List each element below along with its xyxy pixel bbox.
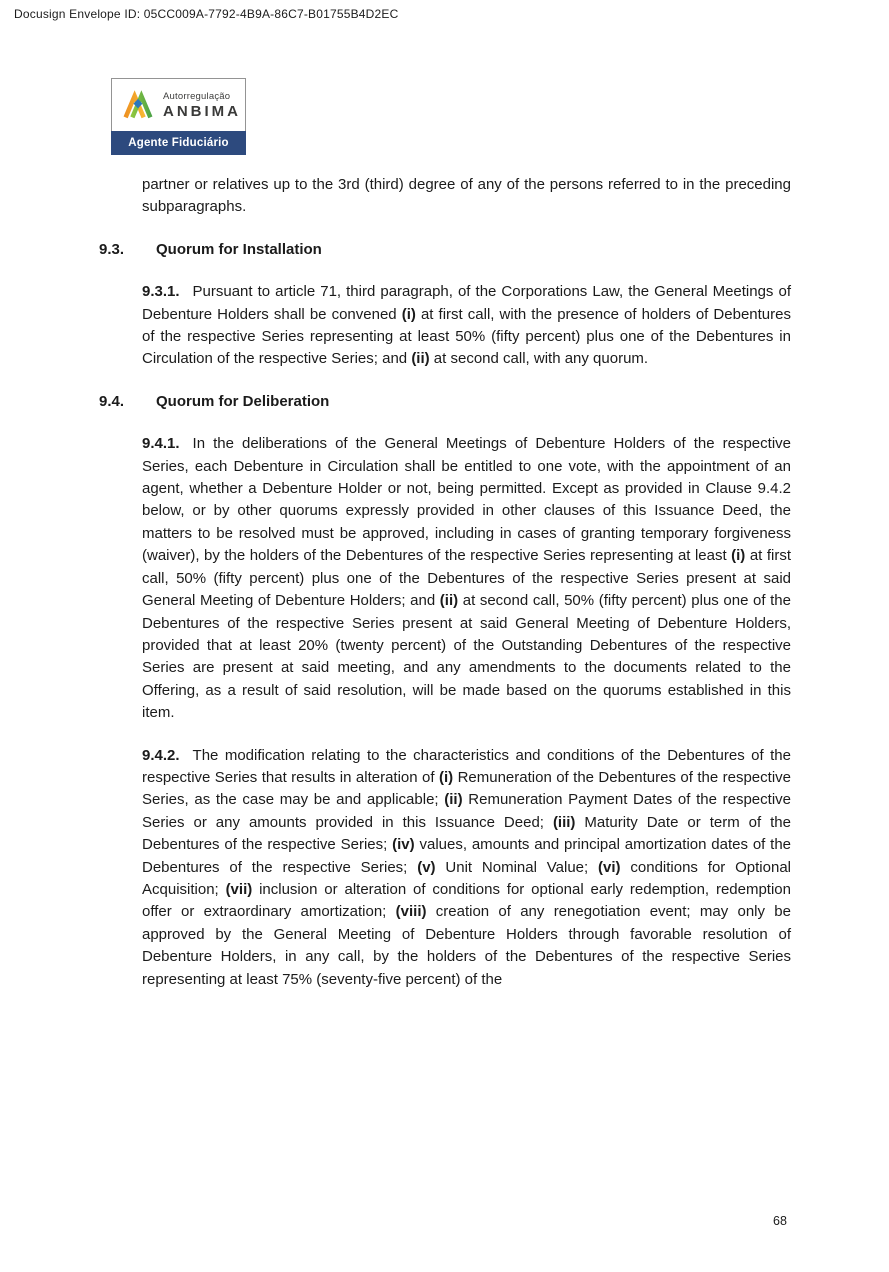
text-segment: (i)	[438, 768, 454, 786]
text-segment: creation of any renegotiation event; may only be approved by the General Meeting of Debenture Holders through favorable resolution of Debenture Holders, in any call, by the holders of the Debentures of the respective Series representing at least 75% (seventy-five percent) of the	[142, 903, 791, 988]
section-title: Quorum for Deliberation	[156, 392, 330, 410]
text-segment: (viii)	[395, 903, 427, 921]
section-heading-9-3	[99, 239, 791, 261]
clause-number: 9.3.1.	[142, 283, 180, 301]
anbima-autorregulacao-label: Autorregulação	[163, 90, 231, 102]
clause-text	[142, 747, 791, 988]
text-segment: (vi)	[598, 858, 621, 876]
docusign-envelope-id: Docusign Envelope ID: 05CC009A-7792-4B9A-86C7-B01755B4D2EC	[14, 7, 399, 21]
clause-number: 9.4.2.	[142, 746, 180, 764]
text-segment: inclusion or alteration of conditions for optional early redemption, redemption offer or extraordinary amortization;	[142, 880, 791, 921]
text-segment: at first call, with the presence of holders of Debentures of the respective Series representing at least 50% (fifty percent) plus one of the Debentures in Circulation of the respective Series; and	[142, 305, 791, 368]
anbima-agente-fiduciario-badge: Agente Fiduciário	[111, 131, 246, 155]
text-segment: conditions for Optional Acquisition;	[142, 858, 792, 898]
clause-9-4-1	[142, 433, 791, 724]
text-segment: at second call, 50% (fifty percent) plus one of the Debentures of the respective Series present at said General Meeting of Debenture Holders, provided that at least 20% (twenty percent) of the Outstanding Debentures of the respective Series are present at said meeting, and any amendments to the documents related to the Offering, as a result of said resolution, will be made based on the quorums established in this item.	[142, 592, 791, 722]
clause-text	[142, 283, 791, 367]
text-segment: Remuneration of the Debentures of the respective Series, as the case may be and applicable;	[142, 768, 791, 809]
page-number: 68	[773, 1214, 787, 1228]
clause-9-3-1	[142, 281, 791, 371]
anbima-brand-label: ANBIMA	[163, 102, 241, 120]
section-number: 9.3.	[99, 240, 125, 258]
text-segment: at first call, 50% (fifty percent) plus one of the Debentures of the respective Series present at said General Meeting of Debenture Holders; and	[142, 547, 791, 610]
text-segment: (ii)	[411, 350, 430, 368]
clause-9-4-2	[142, 745, 791, 991]
text-segment: (iv)	[392, 836, 415, 854]
document-body	[99, 174, 792, 1011]
text-segment: (iii)	[552, 813, 576, 831]
text-segment: partner or relatives up to the 3rd (third) degree of any of the persons referred to in the preceding subparagraphs.	[142, 176, 791, 216]
text-segment: Maturity Date or term of the Debentures of the respective Series;	[142, 813, 791, 854]
anbima-m-icon	[120, 88, 156, 122]
intro-paragraph	[142, 174, 791, 219]
anbima-logo-box	[111, 78, 246, 131]
text-segment: Remuneration Payment Dates of the respective Series or any amounts provided in this Issuance Deed;	[142, 791, 791, 831]
section-title: Quorum for Installation	[156, 240, 322, 258]
text-segment: Pursuant to article 71, third paragraph, of the Corporations Law, the General Meetings of Debenture Holders shall be convened	[142, 283, 791, 323]
text-segment: (i)	[401, 305, 416, 323]
text-segment: (i)	[731, 547, 746, 565]
section-heading-9-4	[99, 391, 791, 413]
text-segment: Unit Nominal Value;	[435, 858, 599, 876]
section-number: 9.4.	[99, 392, 125, 410]
text-segment: (ii)	[439, 592, 459, 610]
text-segment: The modification relating to the characteristics and conditions of the Debentures of the respective Series that results in alteration of	[142, 746, 791, 786]
text-segment: (ii)	[444, 791, 463, 809]
text-segment: In the deliberations of the General Meetings of Debenture Holders of the respective Series, each Debenture in Circulation shall be entitled to one vote, with the appointment of an agent, whether a Debenture Holder or not, being permitted. Except as provided in Clause 9.4.2 below, or by other quorums expressly provided in other clauses of this Issuance Deed, the matters to be resolved must be approved, including in cases of granting temporary forgiveness (waiver), by the holders of the Debentures of the respective Series representing at least	[142, 435, 791, 565]
clause-text	[142, 435, 791, 721]
text-segment: at second call, with any quorum.	[429, 350, 649, 368]
text-segment: (vii)	[225, 880, 253, 898]
text-segment: (v)	[417, 858, 436, 876]
anbima-logo-text	[163, 91, 241, 120]
clause-number: 9.4.1.	[142, 435, 180, 453]
anbima-logo	[111, 78, 246, 155]
text-segment: values, amounts and principal amortization dates of the Debentures of the respective Series;	[142, 836, 792, 876]
